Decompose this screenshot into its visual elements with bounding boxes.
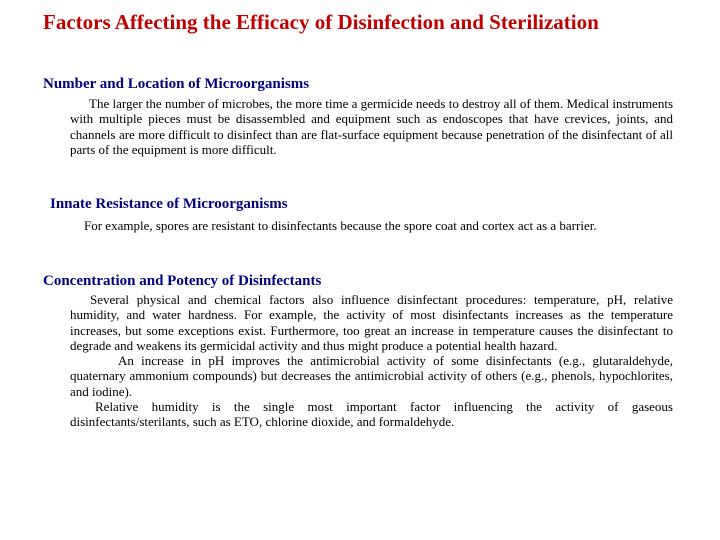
paragraph: Relative humidity is the single most important factor influencing the activity of gaseous disinfectants/sterilants, such as ETO, chlorine dioxide, and formaldehyde.	[70, 399, 673, 430]
paragraph: An increase in pH improves the antimicrobial activity of some disinfectants (e.g., glutaraldehyde, quaternary ammonium compounds) but decreases the antimicrobial activity of others (e.g., phenols, hypochlorites, and iodine).	[70, 353, 673, 399]
slide-title: Factors Affecting the Efficacy of Disinfection and Sterilization	[43, 10, 599, 34]
section-heading-innate-resistance: Innate Resistance of Microorganisms	[50, 196, 288, 212]
paragraph: For example, spores are resistant to disinfectants because the spore coat and cortex act as a barrier.	[84, 218, 597, 233]
paragraph: The larger the number of microbes, the more time a germicide needs to destroy all of them. Medical instruments with multiple pieces must be disassembled and equipment such as endoscopes that have crevices, joints, and channels are more difficult to disinfect than are flat-surface equipment because penetration of the disinfectant of all parts of the equipment is more difficult.	[70, 96, 673, 157]
section-body-concentration-potency	[70, 292, 673, 430]
paragraph: Several physical and chemical factors also influence disinfectant procedures: temperature, pH, relative humidity, and water hardness. For example, the activity of most disinfectants increases as the temperature increases, but some exceptions exist. Furthermore, too great an increase in temperature causes the disinfectant to degrade and weakens its germicidal activity and thus might produce a potential health hazard.	[70, 292, 673, 353]
section-body-innate-resistance	[70, 218, 673, 233]
section-body-number-location	[70, 96, 673, 157]
section-heading-number-location: Number and Location of Microorganisms	[43, 76, 310, 92]
section-heading-concentration-potency: Concentration and Potency of Disinfectants	[43, 273, 322, 289]
